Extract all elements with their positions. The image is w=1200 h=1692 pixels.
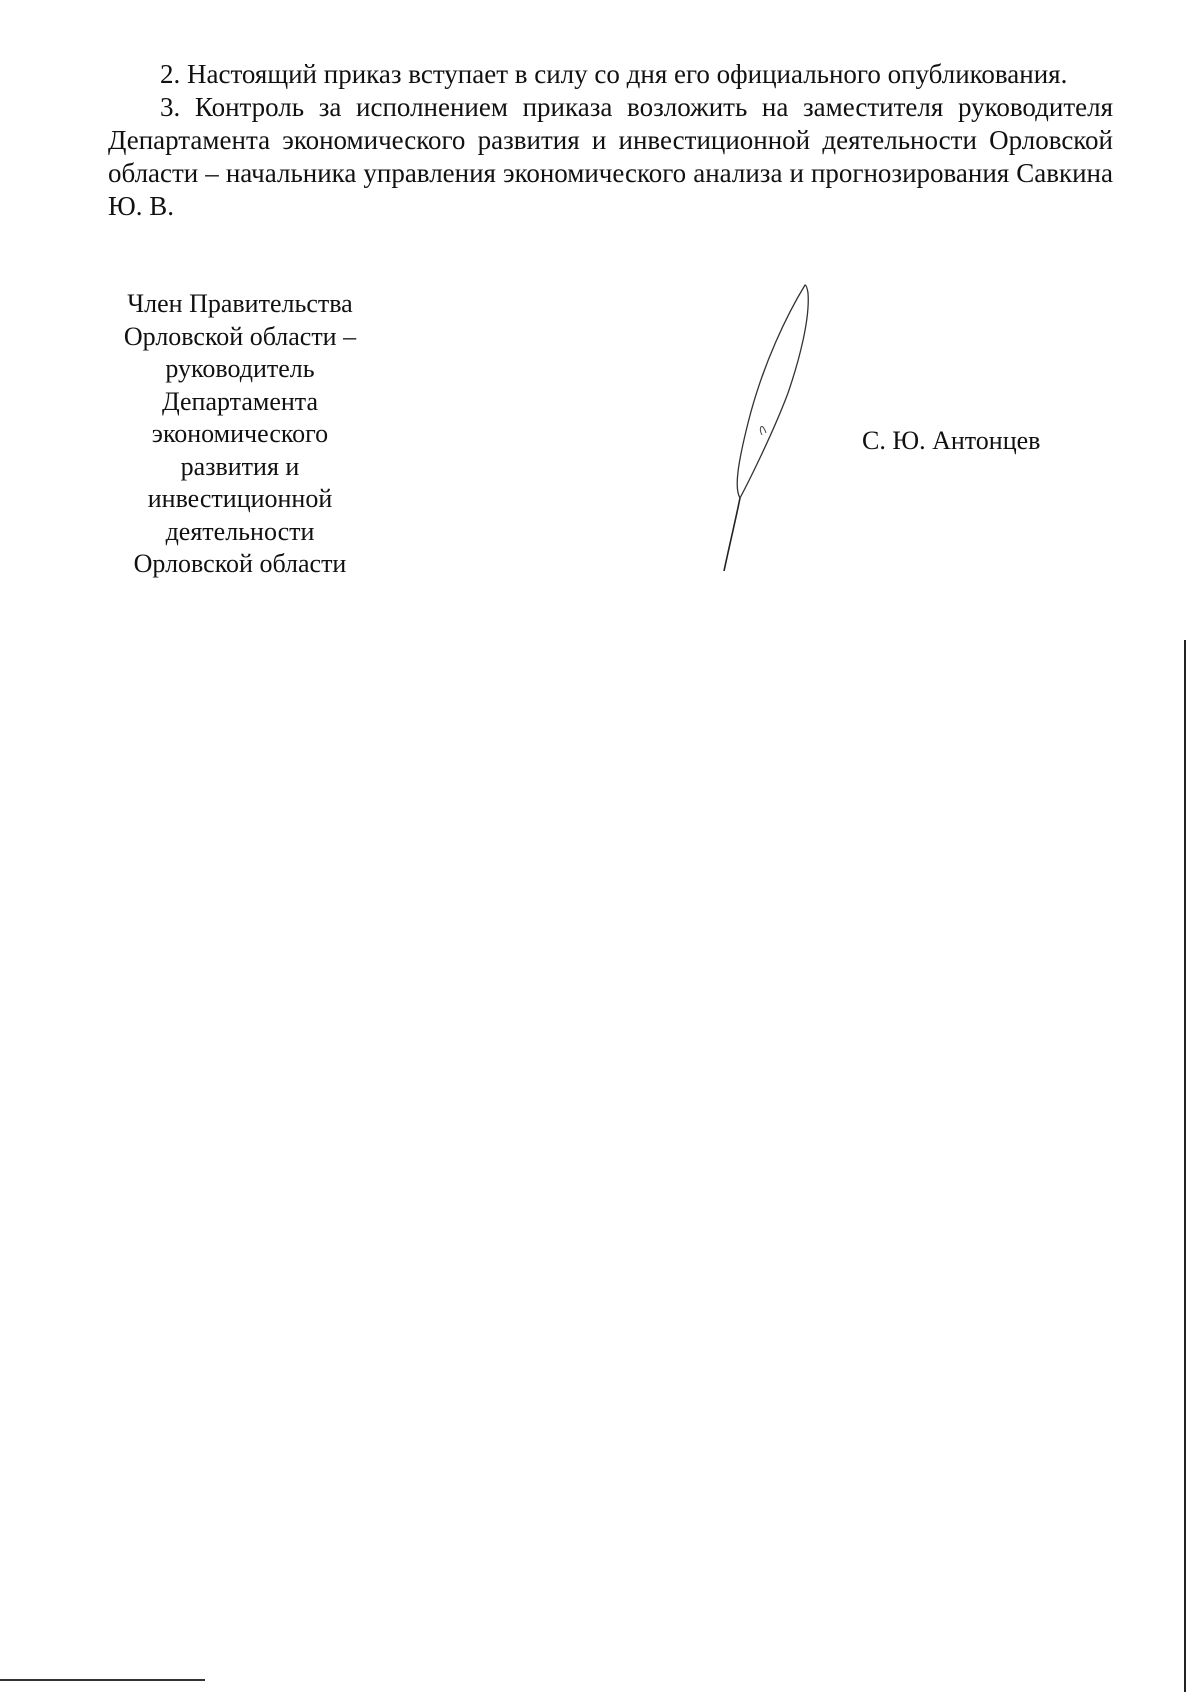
signatory-title-line: Орловской области – xyxy=(123,321,357,351)
paragraph-2: 2. Настоящий приказ вступает в силу со дня его официального опубликования. xyxy=(160,59,1068,89)
signatory-title-line: деятельности xyxy=(165,516,315,546)
signatory-title-line: развития и xyxy=(180,451,300,481)
handwritten-signature xyxy=(718,283,828,573)
signatory-title-line: инвестиционной xyxy=(147,484,333,513)
signatory-title xyxy=(80,288,400,581)
signatory-title-line: Орловской области xyxy=(133,549,347,578)
signatory-name: С. Ю. Антонцев xyxy=(862,426,1041,455)
signatory-title-line: Член Правительства xyxy=(127,289,353,318)
scan-edge-line xyxy=(1184,640,1186,1692)
signatory-title-line: экономического xyxy=(151,419,329,448)
signatory-title-line: руководитель xyxy=(165,354,315,383)
order-body xyxy=(108,58,1113,223)
signatory-title-line: Департамента xyxy=(161,386,319,416)
scan-edge-line xyxy=(0,1679,205,1681)
paragraph-3: 3. Контроль за исполнением приказа возложить на заместителя руководителя Департамента экономического развития и инвестиционной деятельности Орловской области – начальника управления экономического анализа и прогнозирования Савкина Ю. В. xyxy=(108,92,1113,221)
